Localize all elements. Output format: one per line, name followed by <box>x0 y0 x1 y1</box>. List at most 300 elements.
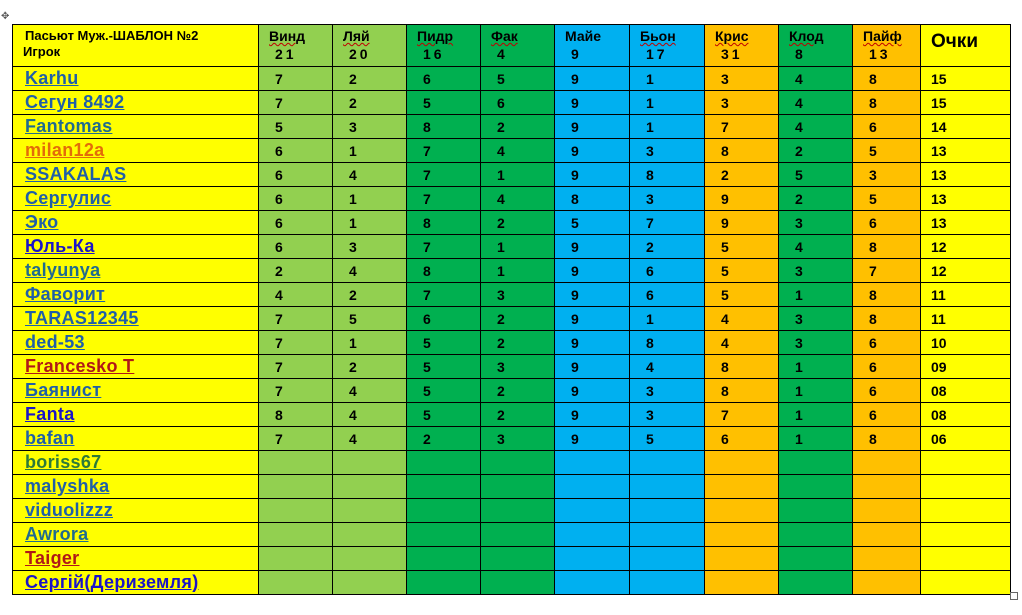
score-cell: 3 <box>630 379 705 403</box>
score-cell: 3 <box>333 235 407 259</box>
player-cell <box>13 451 259 475</box>
player-name-link[interactable]: bafan <box>25 428 75 448</box>
table-row <box>13 331 1011 355</box>
score-cell: 5 <box>407 91 481 115</box>
score-cell: 6 <box>407 67 481 91</box>
player-name-link[interactable]: Taiger <box>25 548 80 568</box>
score-cell: 6 <box>705 427 779 451</box>
score-cell <box>481 523 555 547</box>
score-cell: 2 <box>259 259 333 283</box>
player-cell <box>13 163 259 187</box>
points-cell: 09 <box>921 355 1011 379</box>
table-row <box>13 355 1011 379</box>
score-cell: 6 <box>259 163 333 187</box>
points-cell: 13 <box>921 139 1011 163</box>
table-row <box>13 499 1011 523</box>
score-cell <box>705 571 779 595</box>
score-cell: 5 <box>407 355 481 379</box>
points-cell: 08 <box>921 379 1011 403</box>
score-cell: 7 <box>259 307 333 331</box>
player-name-link[interactable]: Эко <box>25 212 59 232</box>
table-row <box>13 571 1011 595</box>
score-cell: 7 <box>259 355 333 379</box>
column-header-7: Крис 31 <box>705 25 779 67</box>
column-header-8: Клод 8 <box>779 25 853 67</box>
points-cell <box>921 475 1011 499</box>
table-row <box>13 283 1011 307</box>
sheet-title: Пасьют Муж.-ШАБЛОН №2 <box>25 28 199 43</box>
score-cell: 9 <box>555 307 630 331</box>
score-cell <box>259 571 333 595</box>
player-cell <box>13 307 259 331</box>
score-cell: 3 <box>481 427 555 451</box>
table-resize-handle[interactable] <box>1010 592 1018 600</box>
score-cell: 2 <box>705 163 779 187</box>
header-row <box>13 25 1011 67</box>
score-cell <box>407 451 481 475</box>
score-cell: 8 <box>407 115 481 139</box>
score-cell <box>259 499 333 523</box>
player-cell <box>13 211 259 235</box>
score-cell: 1 <box>333 139 407 163</box>
player-cell <box>13 259 259 283</box>
score-cell: 4 <box>333 427 407 451</box>
points-cell <box>921 499 1011 523</box>
score-cell <box>555 571 630 595</box>
score-cell <box>407 499 481 523</box>
score-cell: 5 <box>705 259 779 283</box>
player-column-label: Игрок <box>23 44 61 59</box>
points-cell: 15 <box>921 67 1011 91</box>
score-cell: 3 <box>779 259 853 283</box>
score-cell <box>705 499 779 523</box>
score-cell: 7 <box>407 283 481 307</box>
score-cell <box>407 547 481 571</box>
score-cell <box>481 475 555 499</box>
player-name-link[interactable]: Fantomas <box>25 116 113 136</box>
score-cell: 7 <box>407 235 481 259</box>
player-cell <box>13 379 259 403</box>
score-cell: 9 <box>555 115 630 139</box>
score-cell: 3 <box>779 331 853 355</box>
score-cell: 6 <box>853 211 921 235</box>
score-cell: 5 <box>407 379 481 403</box>
table-move-handle-icon[interactable]: ✥ <box>1 11 10 22</box>
player-cell <box>13 283 259 307</box>
score-cell: 9 <box>555 379 630 403</box>
score-cell <box>630 523 705 547</box>
score-cell: 5 <box>705 235 779 259</box>
score-cell <box>779 547 853 571</box>
points-cell <box>921 547 1011 571</box>
points-cell: 15 <box>921 91 1011 115</box>
score-cell: 7 <box>407 139 481 163</box>
score-cell <box>259 475 333 499</box>
points-cell: 11 <box>921 307 1011 331</box>
table-row <box>13 91 1011 115</box>
score-cell: 1 <box>779 379 853 403</box>
score-cell: 7 <box>853 259 921 283</box>
points-cell: 06 <box>921 427 1011 451</box>
table-row <box>13 235 1011 259</box>
player-cell <box>13 187 259 211</box>
score-cell: 1 <box>779 403 853 427</box>
score-cell <box>779 475 853 499</box>
score-cell: 5 <box>779 163 853 187</box>
score-cell: 3 <box>630 403 705 427</box>
score-cell: 6 <box>259 139 333 163</box>
score-cell <box>853 523 921 547</box>
table-row <box>13 403 1011 427</box>
score-cell: 2 <box>333 355 407 379</box>
table-row <box>13 163 1011 187</box>
player-name-link[interactable]: Сергій(Дериземля) <box>25 572 199 592</box>
score-cell: 4 <box>779 235 853 259</box>
score-cell <box>630 547 705 571</box>
score-cell <box>259 451 333 475</box>
score-cell: 4 <box>779 67 853 91</box>
score-cell <box>705 547 779 571</box>
score-cell: 8 <box>407 211 481 235</box>
score-cell: 2 <box>407 427 481 451</box>
score-cell: 7 <box>259 91 333 115</box>
score-cell: 6 <box>407 307 481 331</box>
player-name-link[interactable]: viduolizzz <box>25 500 113 520</box>
player-name-link[interactable]: ded-53 <box>25 332 85 352</box>
score-cell: 7 <box>407 163 481 187</box>
score-cell: 7 <box>259 67 333 91</box>
score-cell: 6 <box>853 331 921 355</box>
score-cell <box>853 547 921 571</box>
points-cell: 12 <box>921 235 1011 259</box>
score-cell: 9 <box>555 355 630 379</box>
score-cell: 6 <box>481 91 555 115</box>
points-cell <box>921 571 1011 595</box>
score-cell: 5 <box>853 187 921 211</box>
score-cell <box>779 451 853 475</box>
points-cell: 08 <box>921 403 1011 427</box>
score-cell <box>705 451 779 475</box>
score-cell: 5 <box>630 427 705 451</box>
table-row <box>13 115 1011 139</box>
points-cell <box>921 451 1011 475</box>
score-cell <box>333 571 407 595</box>
player-name-link[interactable]: malyshka <box>25 476 110 496</box>
score-cell <box>853 451 921 475</box>
table-row <box>13 451 1011 475</box>
score-cell: 8 <box>555 187 630 211</box>
score-cell: 6 <box>630 283 705 307</box>
points-header: Очки <box>921 25 1011 67</box>
score-cell: 6 <box>853 115 921 139</box>
player-cell <box>13 571 259 595</box>
score-cell <box>853 571 921 595</box>
score-cell: 5 <box>333 307 407 331</box>
score-cell: 4 <box>333 259 407 283</box>
score-cell: 1 <box>779 355 853 379</box>
score-cell: 2 <box>481 403 555 427</box>
score-cell <box>555 499 630 523</box>
score-cell: 9 <box>555 67 630 91</box>
score-cell: 2 <box>481 115 555 139</box>
score-cell <box>333 499 407 523</box>
score-cell: 1 <box>481 163 555 187</box>
score-cell: 3 <box>481 355 555 379</box>
player-name-link[interactable]: Сергулис <box>25 188 112 208</box>
score-cell: 5 <box>705 283 779 307</box>
score-cell: 4 <box>779 115 853 139</box>
player-name-link[interactable]: Fanta <box>25 404 75 424</box>
table-row <box>13 211 1011 235</box>
score-cell <box>555 547 630 571</box>
score-cell: 8 <box>259 403 333 427</box>
player-cell <box>13 331 259 355</box>
score-cell: 9 <box>555 163 630 187</box>
score-cell: 1 <box>630 115 705 139</box>
score-cell: 2 <box>630 235 705 259</box>
score-cell: 1 <box>333 187 407 211</box>
score-cell: 8 <box>853 283 921 307</box>
score-cell <box>481 547 555 571</box>
score-cell <box>333 475 407 499</box>
score-cell: 8 <box>853 91 921 115</box>
score-cell: 3 <box>481 283 555 307</box>
score-cell: 4 <box>705 331 779 355</box>
score-cell: 5 <box>481 67 555 91</box>
score-cell: 9 <box>555 427 630 451</box>
score-cell: 3 <box>705 67 779 91</box>
score-cell: 6 <box>259 187 333 211</box>
score-cell: 4 <box>333 163 407 187</box>
score-cell: 9 <box>705 211 779 235</box>
score-cell: 2 <box>333 91 407 115</box>
points-cell: 11 <box>921 283 1011 307</box>
points-cell: 12 <box>921 259 1011 283</box>
score-cell: 6 <box>259 235 333 259</box>
player-cell <box>13 475 259 499</box>
score-cell: 2 <box>779 187 853 211</box>
player-cell <box>13 427 259 451</box>
score-cell: 7 <box>705 403 779 427</box>
score-cell: 1 <box>779 427 853 451</box>
score-cell: 8 <box>630 163 705 187</box>
score-cell <box>779 499 853 523</box>
table-row <box>13 427 1011 451</box>
table-row <box>13 475 1011 499</box>
score-cell <box>555 523 630 547</box>
score-cell: 2 <box>481 379 555 403</box>
table-row <box>13 379 1011 403</box>
score-cell <box>259 523 333 547</box>
score-cell: 2 <box>333 283 407 307</box>
score-cell <box>333 451 407 475</box>
score-cell: 3 <box>333 115 407 139</box>
column-header-3: Пидр 16 <box>407 25 481 67</box>
player-name-link[interactable]: SSAKALAS <box>25 164 127 184</box>
score-cell: 3 <box>779 211 853 235</box>
table-row <box>13 523 1011 547</box>
score-cell: 6 <box>259 211 333 235</box>
score-cell: 4 <box>259 283 333 307</box>
score-cell: 1 <box>630 91 705 115</box>
score-cell: 8 <box>853 67 921 91</box>
score-cell: 8 <box>853 235 921 259</box>
score-cell: 8 <box>705 139 779 163</box>
score-table <box>12 24 1011 595</box>
score-cell: 4 <box>333 403 407 427</box>
score-cell: 4 <box>333 379 407 403</box>
player-name-link[interactable]: Сегун 8492 <box>25 92 125 112</box>
score-cell <box>481 451 555 475</box>
score-cell <box>853 499 921 523</box>
score-cell <box>555 475 630 499</box>
score-cell: 1 <box>333 331 407 355</box>
score-cell: 4 <box>705 307 779 331</box>
player-name-link[interactable]: milan12a <box>25 140 105 160</box>
score-cell: 3 <box>779 307 853 331</box>
score-cell: 8 <box>705 379 779 403</box>
player-cell <box>13 499 259 523</box>
score-cell: 7 <box>705 115 779 139</box>
player-name-link[interactable]: Баянист <box>25 380 102 400</box>
score-cell: 2 <box>481 211 555 235</box>
score-cell: 4 <box>779 91 853 115</box>
score-cell: 5 <box>407 403 481 427</box>
score-cell: 9 <box>555 403 630 427</box>
player-name-link[interactable]: TARAS12345 <box>25 308 139 328</box>
score-cell: 9 <box>555 259 630 283</box>
score-cell: 9 <box>705 187 779 211</box>
player-name-link[interactable]: talyunya <box>25 260 101 280</box>
points-cell: 13 <box>921 163 1011 187</box>
player-cell <box>13 115 259 139</box>
player-name-link[interactable]: Karhu <box>25 68 79 88</box>
score-cell: 5 <box>853 139 921 163</box>
table-row <box>13 139 1011 163</box>
title-cell <box>13 25 259 67</box>
player-cell <box>13 355 259 379</box>
score-cell: 9 <box>555 139 630 163</box>
score-cell: 3 <box>853 163 921 187</box>
score-cell <box>705 475 779 499</box>
score-cell: 9 <box>555 91 630 115</box>
score-cell: 6 <box>853 355 921 379</box>
score-cell: 2 <box>779 139 853 163</box>
score-cell: 2 <box>481 331 555 355</box>
score-cell: 6 <box>630 259 705 283</box>
score-cell <box>705 523 779 547</box>
score-cell: 8 <box>407 259 481 283</box>
score-cell: 2 <box>481 307 555 331</box>
score-cell: 1 <box>481 235 555 259</box>
score-cell: 8 <box>853 427 921 451</box>
score-cell <box>630 499 705 523</box>
score-cell: 5 <box>407 331 481 355</box>
score-cell: 4 <box>630 355 705 379</box>
score-cell <box>407 475 481 499</box>
player-cell <box>13 235 259 259</box>
table-row <box>13 307 1011 331</box>
score-cell: 1 <box>630 307 705 331</box>
score-cell: 7 <box>259 331 333 355</box>
player-cell <box>13 523 259 547</box>
points-cell: 14 <box>921 115 1011 139</box>
score-cell: 9 <box>555 283 630 307</box>
score-cell: 8 <box>630 331 705 355</box>
player-name-link[interactable]: boriss67 <box>25 452 102 472</box>
score-cell: 7 <box>259 379 333 403</box>
player-name-link[interactable]: Юль-Ка <box>25 236 95 256</box>
player-cell <box>13 547 259 571</box>
score-cell <box>333 523 407 547</box>
points-cell: 13 <box>921 211 1011 235</box>
table-row <box>13 187 1011 211</box>
player-cell <box>13 91 259 115</box>
points-cell: 13 <box>921 187 1011 211</box>
column-header-6: Бьон 17 <box>630 25 705 67</box>
player-cell <box>13 403 259 427</box>
points-cell: 10 <box>921 331 1011 355</box>
score-cell <box>630 451 705 475</box>
score-cell: 2 <box>333 67 407 91</box>
score-cell: 1 <box>333 211 407 235</box>
column-header-1: Винд 21 <box>259 25 333 67</box>
score-cell: 1 <box>779 283 853 307</box>
table-row <box>13 67 1011 91</box>
score-cell: 1 <box>481 259 555 283</box>
score-cell: 1 <box>630 67 705 91</box>
score-cell: 8 <box>853 307 921 331</box>
score-cell <box>630 571 705 595</box>
score-cell: 6 <box>853 379 921 403</box>
column-header-5: Майе 9 <box>555 25 630 67</box>
score-cell: 7 <box>407 187 481 211</box>
score-cell <box>779 523 853 547</box>
points-cell <box>921 523 1011 547</box>
score-cell <box>407 523 481 547</box>
score-cell <box>481 571 555 595</box>
player-name-link[interactable]: Francesko T <box>25 356 135 376</box>
score-cell <box>259 547 333 571</box>
score-cell: 8 <box>705 355 779 379</box>
score-cell: 6 <box>853 403 921 427</box>
score-cell: 3 <box>630 187 705 211</box>
player-cell <box>13 139 259 163</box>
score-cell <box>779 571 853 595</box>
player-cell <box>13 67 259 91</box>
score-cell: 4 <box>481 187 555 211</box>
column-header-2: Ляй 20 <box>333 25 407 67</box>
score-cell: 3 <box>630 139 705 163</box>
player-name-link[interactable]: Awrora <box>25 524 89 544</box>
column-header-9: Пайф 13 <box>853 25 921 67</box>
score-cell <box>630 475 705 499</box>
score-cell: 5 <box>555 211 630 235</box>
score-cell: 3 <box>705 91 779 115</box>
score-cell: 9 <box>555 235 630 259</box>
table-row <box>13 259 1011 283</box>
score-cell <box>853 475 921 499</box>
score-cell: 5 <box>259 115 333 139</box>
score-cell <box>333 547 407 571</box>
table-row <box>13 547 1011 571</box>
score-cell: 4 <box>481 139 555 163</box>
score-cell <box>407 571 481 595</box>
player-name-link[interactable]: Фаворит <box>25 284 106 304</box>
score-cell: 7 <box>259 427 333 451</box>
score-cell: 9 <box>555 331 630 355</box>
score-cell <box>555 451 630 475</box>
